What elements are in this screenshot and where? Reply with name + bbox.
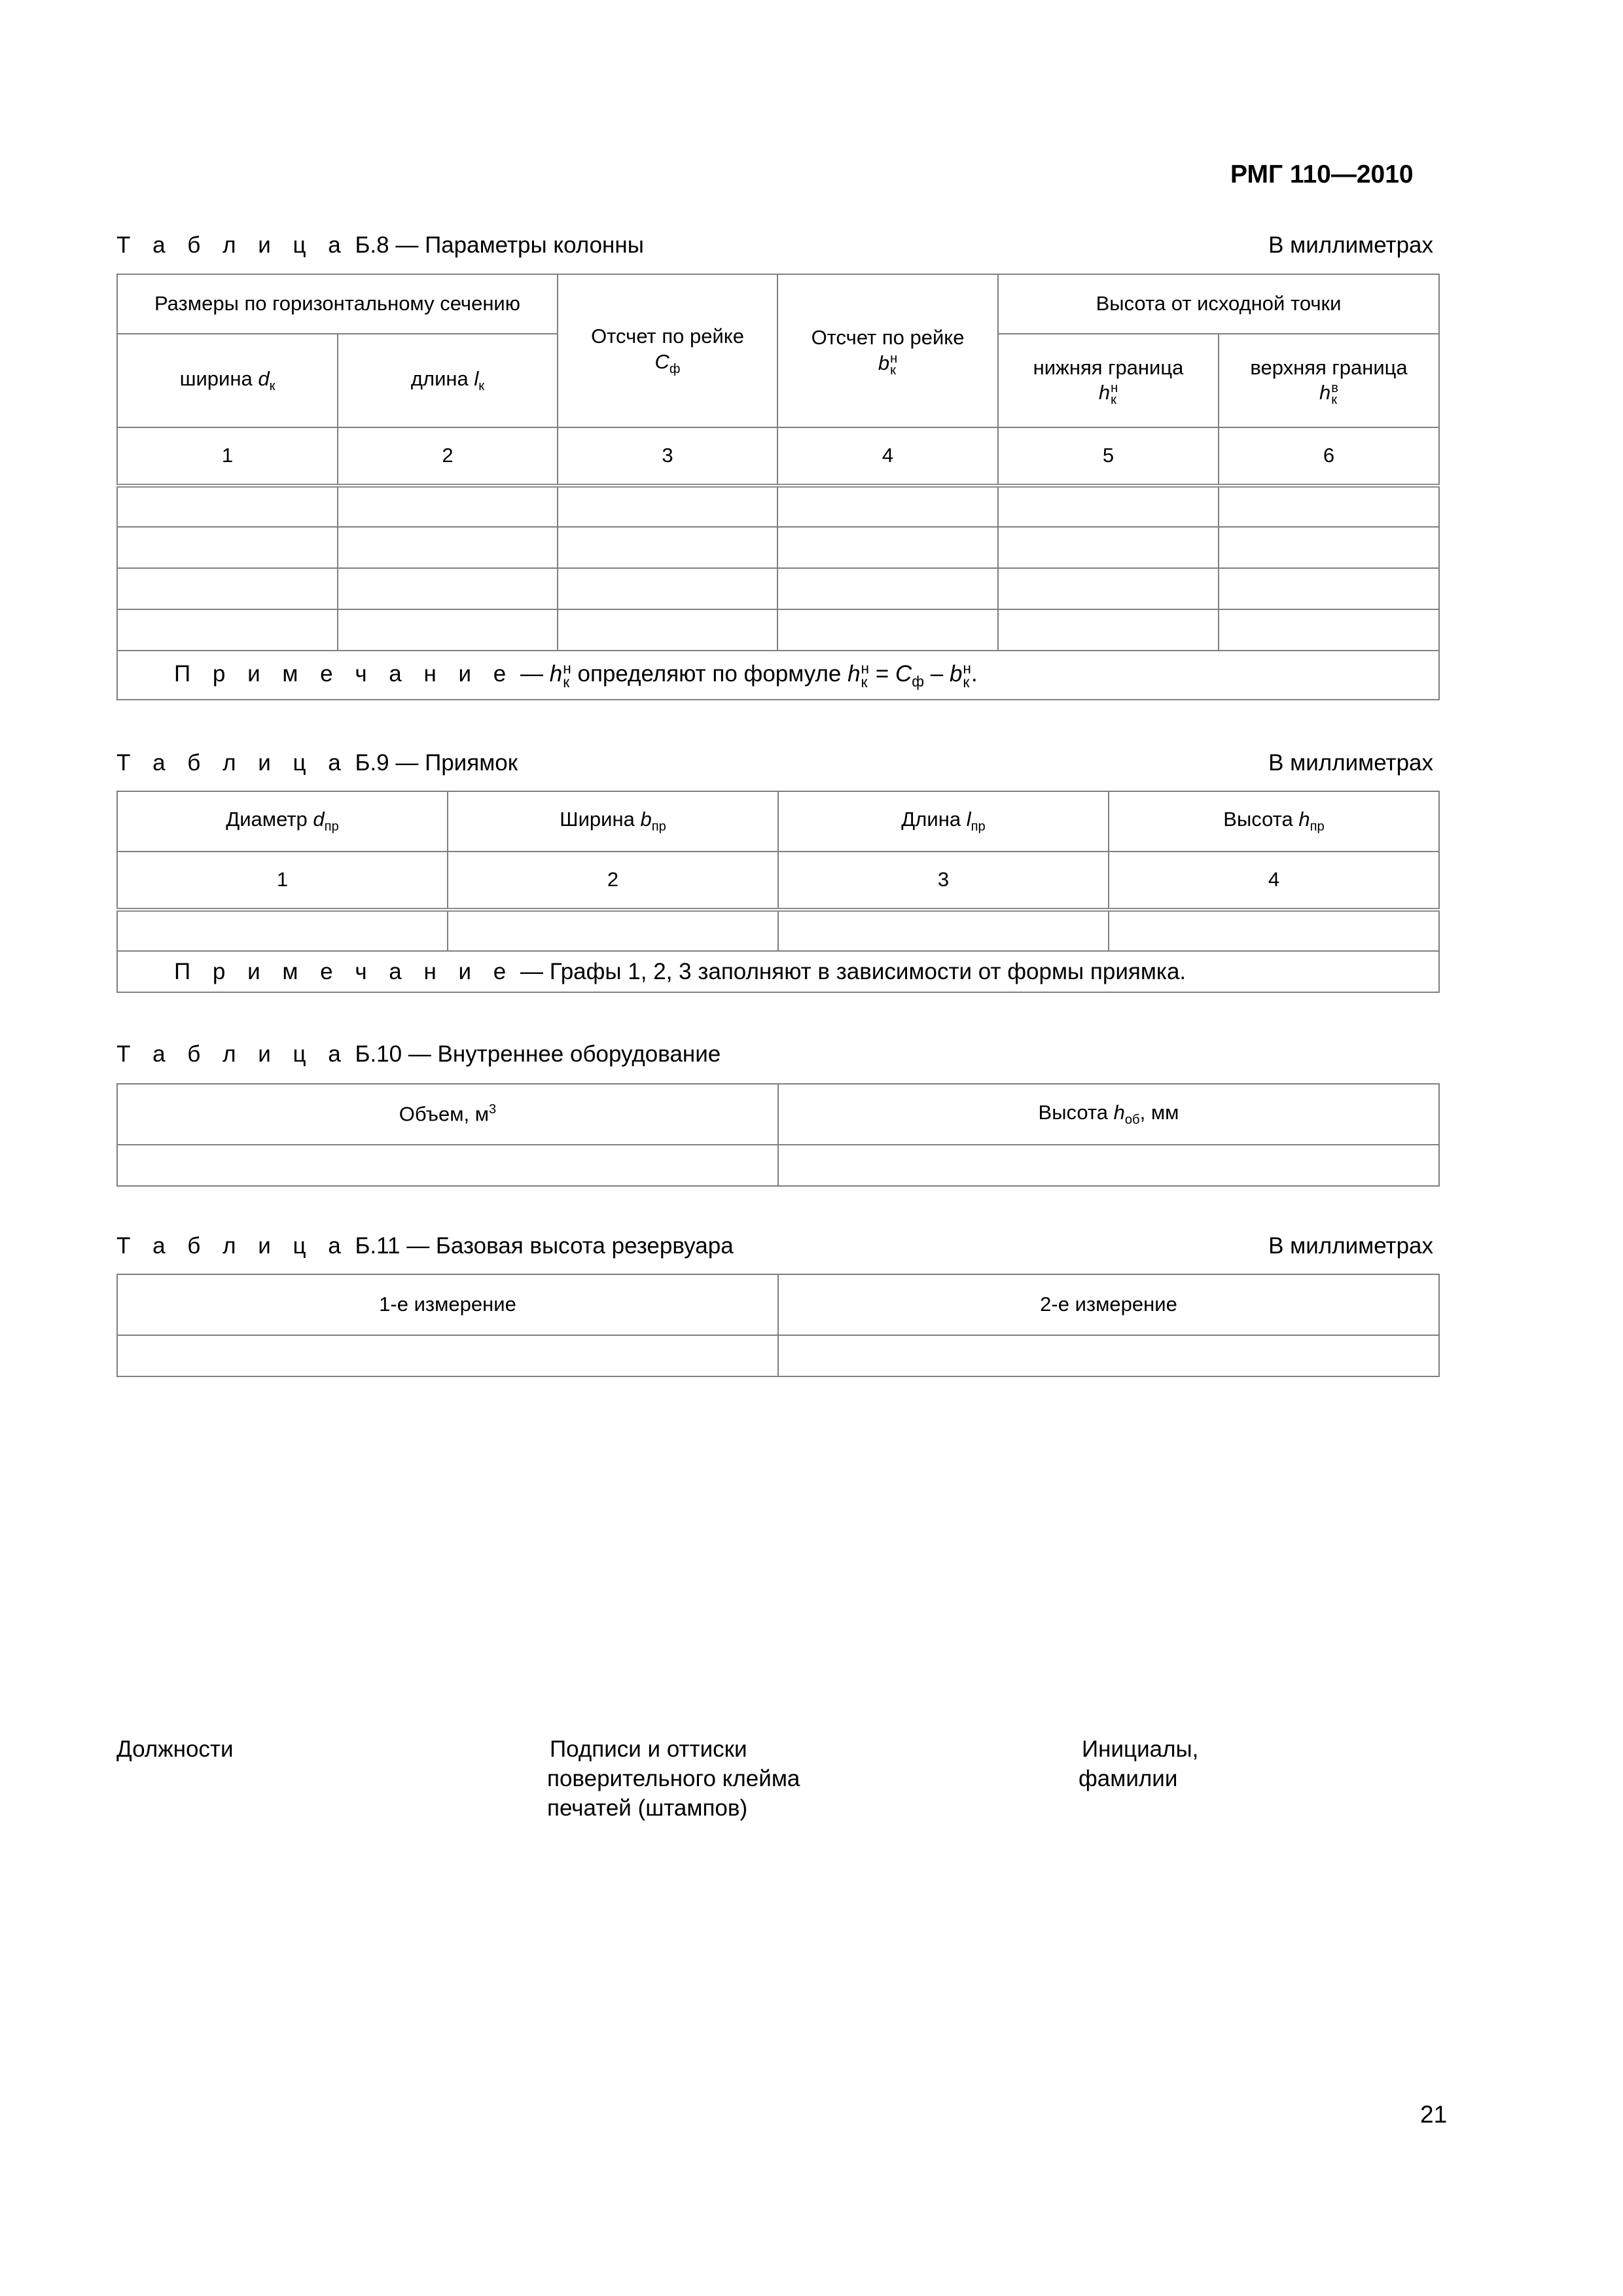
header-length xyxy=(778,791,1109,852)
table-b8 xyxy=(116,274,1440,700)
sub-pr: пр xyxy=(651,819,666,834)
length-label: Длина xyxy=(901,808,961,831)
header-rail-bk xyxy=(777,274,998,427)
empty-cell xyxy=(998,486,1219,527)
caption-label: Т а б л и ц а xyxy=(116,1233,349,1259)
column-number: 2 xyxy=(338,427,558,486)
empty-cell xyxy=(998,527,1219,568)
sup-v: в xyxy=(1331,381,1338,396)
sup-3: 3 xyxy=(489,1102,497,1117)
positions-label: Должности xyxy=(116,1736,234,1762)
caption-label: Т а б л и ц а xyxy=(116,1041,349,1067)
sub-k: к xyxy=(563,673,570,691)
empty-cell xyxy=(1219,486,1439,527)
sub-pr: пр xyxy=(971,819,986,834)
lower-label: нижняя граница xyxy=(1033,355,1184,379)
empty-cell xyxy=(117,486,338,527)
empty-cell xyxy=(117,568,338,609)
empty-cell xyxy=(117,1145,778,1186)
sub-pr: пр xyxy=(324,819,339,834)
empty-cell xyxy=(778,910,1109,951)
sub-k: к xyxy=(1111,393,1116,408)
column-number: 4 xyxy=(1109,852,1439,910)
caption-label: Т а б л и ц а xyxy=(116,750,349,776)
symbol-c: C xyxy=(654,350,669,373)
height-label: Высота xyxy=(1223,808,1293,831)
empty-cell xyxy=(558,527,777,568)
header-width xyxy=(117,334,338,427)
sup-n: н xyxy=(563,660,571,677)
note-text: = xyxy=(869,660,896,687)
table-b11-unit: В миллиметрах xyxy=(1268,1233,1433,1259)
diameter-label: Диаметр xyxy=(226,808,308,831)
signature-signs xyxy=(547,1734,800,1823)
length-label: длина xyxy=(410,367,469,390)
table-b10-caption xyxy=(116,1041,721,1067)
empty-cell xyxy=(448,910,778,951)
signature-names xyxy=(1079,1734,1198,1793)
column-number: 3 xyxy=(558,427,777,486)
table-b11 xyxy=(116,1274,1440,1377)
sub-k: к xyxy=(269,379,276,393)
header-rail-cf xyxy=(558,274,777,427)
symbol-d: d xyxy=(313,808,325,831)
width-label: Ширина xyxy=(560,808,635,831)
column-number: 4 xyxy=(777,427,998,486)
note-text: определяют по формуле xyxy=(571,660,848,687)
symbol-c: C xyxy=(895,660,912,687)
empty-cell xyxy=(777,527,998,568)
header-second-measurement: 2-е измерение xyxy=(778,1274,1439,1335)
table-row xyxy=(117,486,1439,527)
sup-n: н xyxy=(1111,381,1118,396)
table-b8-unit: В миллиметрах xyxy=(1268,232,1433,258)
empty-cell xyxy=(338,527,558,568)
empty-cell xyxy=(117,1335,778,1376)
header-horizontal-section: Размеры по горизонтальному сечению xyxy=(117,274,558,334)
empty-cell xyxy=(1219,527,1439,568)
note-label: П р и м е ч а н и е xyxy=(174,958,514,984)
sub-k: к xyxy=(890,363,896,378)
empty-cell xyxy=(558,609,777,651)
column-number: 5 xyxy=(998,427,1219,486)
header-upper-bound xyxy=(1219,334,1439,427)
table-b9-unit: В миллиметрах xyxy=(1268,750,1433,776)
header-width xyxy=(448,791,778,852)
symbol-b: b xyxy=(640,808,652,831)
upper-label: верхняя граница xyxy=(1250,355,1408,379)
column-number: 1 xyxy=(117,852,448,910)
table-b9 xyxy=(116,791,1440,993)
symbol-l: l xyxy=(966,808,971,831)
empty-cell xyxy=(777,486,998,527)
symbol-h: h xyxy=(549,660,563,687)
column-number: 3 xyxy=(778,852,1109,910)
table-b8-note xyxy=(117,651,1439,700)
table-row xyxy=(117,609,1439,651)
sup-n: н xyxy=(861,660,870,677)
caption-text: Б.9 — Приямок xyxy=(348,750,518,776)
sub-pr: пр xyxy=(1310,819,1325,834)
caption-text: Б.8 — Параметры колонны xyxy=(348,232,644,258)
symbol-f: ф xyxy=(669,361,681,376)
note-text: — xyxy=(514,660,550,687)
signature-positions xyxy=(116,1734,234,1764)
header-height xyxy=(778,1084,1439,1145)
note-text: — Графы 1, 2, 3 заполняют в зависимости от формы приямка. xyxy=(514,958,1186,984)
table-b9-caption xyxy=(116,750,518,776)
sub-k: к xyxy=(963,673,970,691)
empty-cell xyxy=(778,1145,1439,1186)
height-label: Высота xyxy=(1038,1100,1108,1124)
table-row xyxy=(117,568,1439,609)
table-row xyxy=(117,527,1439,568)
table-b10 xyxy=(116,1083,1440,1187)
table-b11-caption xyxy=(116,1233,734,1259)
header-first-measurement: 1-е измерение xyxy=(117,1274,778,1335)
empty-cell xyxy=(558,568,777,609)
sup-n: н xyxy=(963,660,971,677)
empty-cell xyxy=(117,609,338,651)
empty-cell xyxy=(777,568,998,609)
column-number: 6 xyxy=(1219,427,1439,486)
table-row xyxy=(117,1145,1439,1186)
sub-k: к xyxy=(478,379,485,393)
signs-line: Подписи и оттиски xyxy=(550,1736,747,1762)
caption-text: Б.10 — Внутреннее оборудование xyxy=(348,1041,721,1067)
empty-cell xyxy=(117,527,338,568)
sub-k: к xyxy=(1331,393,1338,408)
column-number: 1 xyxy=(117,427,338,486)
empty-cell xyxy=(338,609,558,651)
volume-label: Объем, м xyxy=(399,1102,490,1126)
rail-bk-label: Отсчет по рейке xyxy=(811,326,965,350)
symbol-b: b xyxy=(878,351,890,374)
table-row xyxy=(117,1335,1439,1376)
empty-cell xyxy=(338,486,558,527)
caption-text: Б.11 — Базовая высота резервуара xyxy=(348,1233,734,1259)
empty-cell xyxy=(998,609,1219,651)
note-text: – xyxy=(924,660,950,687)
symbol-h: h xyxy=(1298,808,1310,831)
empty-cell xyxy=(777,609,998,651)
sub-ob: об xyxy=(1124,1113,1140,1127)
symbol-h: h xyxy=(1113,1100,1125,1124)
sup-n: н xyxy=(890,351,898,366)
names-line: Инициалы, xyxy=(1082,1736,1199,1762)
empty-cell xyxy=(998,568,1219,609)
header-diameter xyxy=(117,791,448,852)
header-length xyxy=(338,334,558,427)
header-height xyxy=(1109,791,1439,852)
table-row xyxy=(117,910,1439,951)
width-label: ширина xyxy=(179,367,253,390)
names-line: фамилии xyxy=(1079,1766,1178,1791)
header-lower-bound xyxy=(998,334,1219,427)
sub-k: к xyxy=(861,673,868,691)
symbol-h: h xyxy=(847,660,861,687)
note-text: . xyxy=(971,660,978,687)
table-b9-note xyxy=(117,951,1439,992)
height-unit: , мм xyxy=(1139,1100,1179,1124)
symbol-d: d xyxy=(258,367,270,390)
signs-line: печатей (штампов) xyxy=(547,1795,748,1821)
note-label: П р и м е ч а н и е xyxy=(174,660,514,687)
empty-cell xyxy=(338,568,558,609)
signs-line: поверительного клейма xyxy=(547,1766,800,1791)
page-number: 21 xyxy=(1420,2101,1448,2128)
rail-cf-label: Отсчет по рейке xyxy=(591,324,744,348)
empty-cell xyxy=(558,486,777,527)
symbol-h: h xyxy=(1098,381,1111,404)
empty-cell xyxy=(1109,910,1439,951)
empty-cell xyxy=(778,1335,1439,1376)
symbol-h: h xyxy=(1319,381,1331,404)
symbol-b: b xyxy=(949,660,963,687)
empty-cell xyxy=(1219,609,1439,651)
column-number: 2 xyxy=(448,852,778,910)
header-height-group: Высота от исходной точки xyxy=(998,274,1439,334)
sub-f: ф xyxy=(912,672,925,690)
empty-cell xyxy=(117,910,448,951)
table-b8-caption xyxy=(116,232,644,259)
empty-cell xyxy=(1219,568,1439,609)
document-code: РМГ 110—2010 xyxy=(1230,160,1414,188)
caption-label: Т а б л и ц а xyxy=(116,232,349,258)
header-volume xyxy=(117,1084,778,1145)
symbol-l: l xyxy=(474,367,479,390)
